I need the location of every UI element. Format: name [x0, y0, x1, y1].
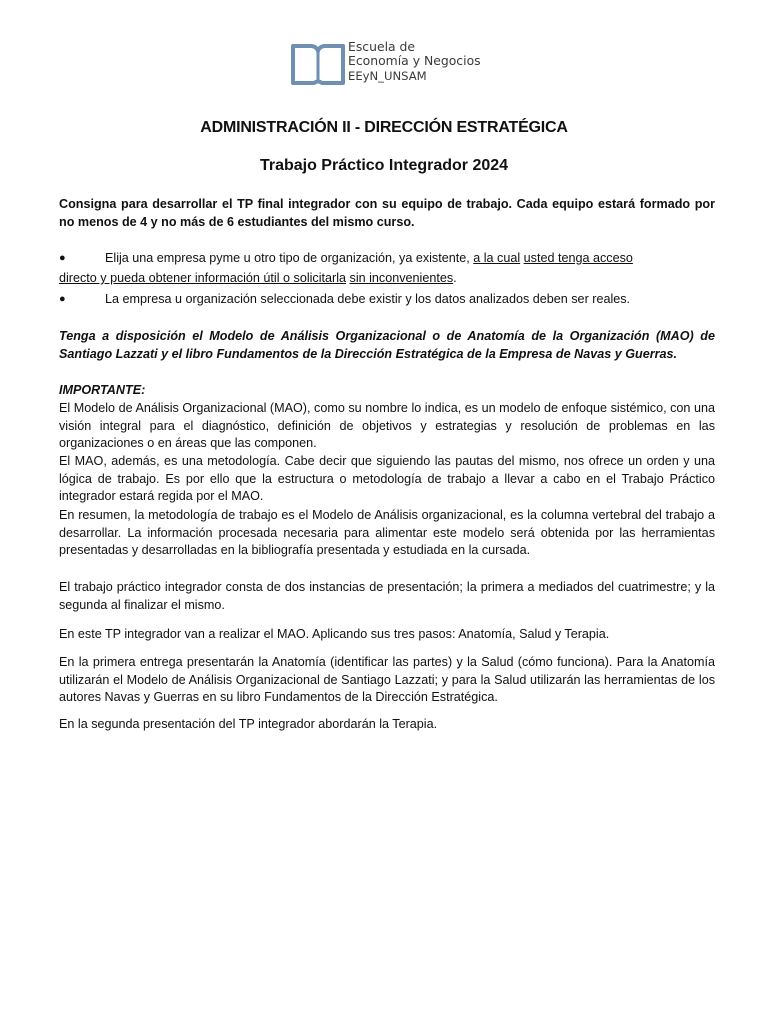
bullet-1-end: .: [453, 271, 457, 285]
consigna-paragraph: Consigna para desarrollar el TP final integrador con su equipo de trabajo. Cada equipo estará formado por no menos de 4 y no más de 6 estudiantes del mismo curso.: [59, 197, 715, 229]
school-logo: [290, 40, 520, 88]
bullet-item-1: [59, 248, 715, 288]
page-subtitle: Trabajo Práctico Integrador 2024: [259, 157, 509, 174]
logo-line-1: Escuela de: [348, 39, 416, 54]
book-logo-icon: [290, 40, 346, 86]
bullet-dot-icon: ●: [59, 293, 66, 305]
bullet-1-underline-1: a la cual: [473, 251, 521, 265]
importante-heading: IMPORTANTE:: [59, 383, 146, 397]
bullet-1-underline-2: usted tenga acceso: [523, 251, 633, 265]
primera-entrega-paragraph: En la primera entrega presentarán la Anatomía (identificar las partes) y la Salud (cómo funciona). Para la Anatomía utilizarán el Modelo de Análisis Organizacional de Santiago Lazzati; y para la Salud utilizarán las herramientas de los autores Navas y Guerras en su libro Fundamentos de la Dirección Estratégica.: [59, 655, 715, 705]
logo-line-2: Economía y Negocios: [348, 53, 481, 69]
importante-paragraph-2: El MAO, además, es una metodología. Cabe decir que siguiendo las pautas del mismo, nos ofrece un orden y una lógica de trabajo. Es por ello que la estructura o metodología de trabajo a llevar a cabo en el Trabajo Práctico integrador estará regida por el MAO.: [59, 454, 715, 504]
bullet-dot-icon: ●: [59, 252, 66, 264]
disposicion-paragraph: Tenga a disposición el Modelo de Análisis Organizacional o de Anatomía de la Organización (MAO) de Santiago Lazzati y el libro Fundamentos de la Dirección Estratégica de la Empresa de Navas y Guerras.: [59, 329, 715, 361]
pasos-paragraph: En este TP integrador van a realizar el MAO. Aplicando sus tres pasos: Anatomía, Salud y Terapia.: [59, 627, 610, 641]
bullet-item-2: [59, 289, 715, 309]
importante-paragraph-1: El Modelo de Análisis Organizacional (MAO), como su nombre lo indica, es un modelo de enfoque sistémico, con una visión integral para el diagnóstico, definición de objetivos y estrategias y resolución de problemas en las organizaciones o en áreas que las componen.: [59, 401, 715, 451]
segunda-entrega-paragraph: En la segunda presentación del TP integrador abordarán la Terapia.: [59, 717, 438, 731]
bullet-1-underline-4: sin inconvenientes: [349, 271, 454, 285]
bullet-1-text: Elija una empresa pyme u otro tipo de organización, ya existente,: [105, 251, 474, 265]
bullet-2-text: La empresa u organización seleccionada debe existir y los datos analizados deben ser reales.: [105, 292, 631, 306]
importante-paragraph-3: En resumen, la metodología de trabajo es el Modelo de Análisis organizacional, es la columna vertebral del trabajo a desarrollar. La información procesada necesaria para alimentar este modelo será obtenida por las herramientas presentadas y desarrolladas en la bibliografía presentada y estudiada en la cursada.: [59, 508, 715, 558]
instancias-paragraph: El trabajo práctico integrador consta de dos instancias de presentación; la primera a mediados del cuatrimestre; y la segunda al finalizar el mismo.: [59, 580, 715, 612]
bullet-1-underline-3: directo y pueda obtener información útil o solicitarla: [59, 271, 347, 285]
logo-line-3: EEyN_UNSAM: [348, 68, 427, 83]
page-title: ADMINISTRACIÓN II - DIRECCIÓN ESTRATÉGICA: [200, 119, 568, 136]
